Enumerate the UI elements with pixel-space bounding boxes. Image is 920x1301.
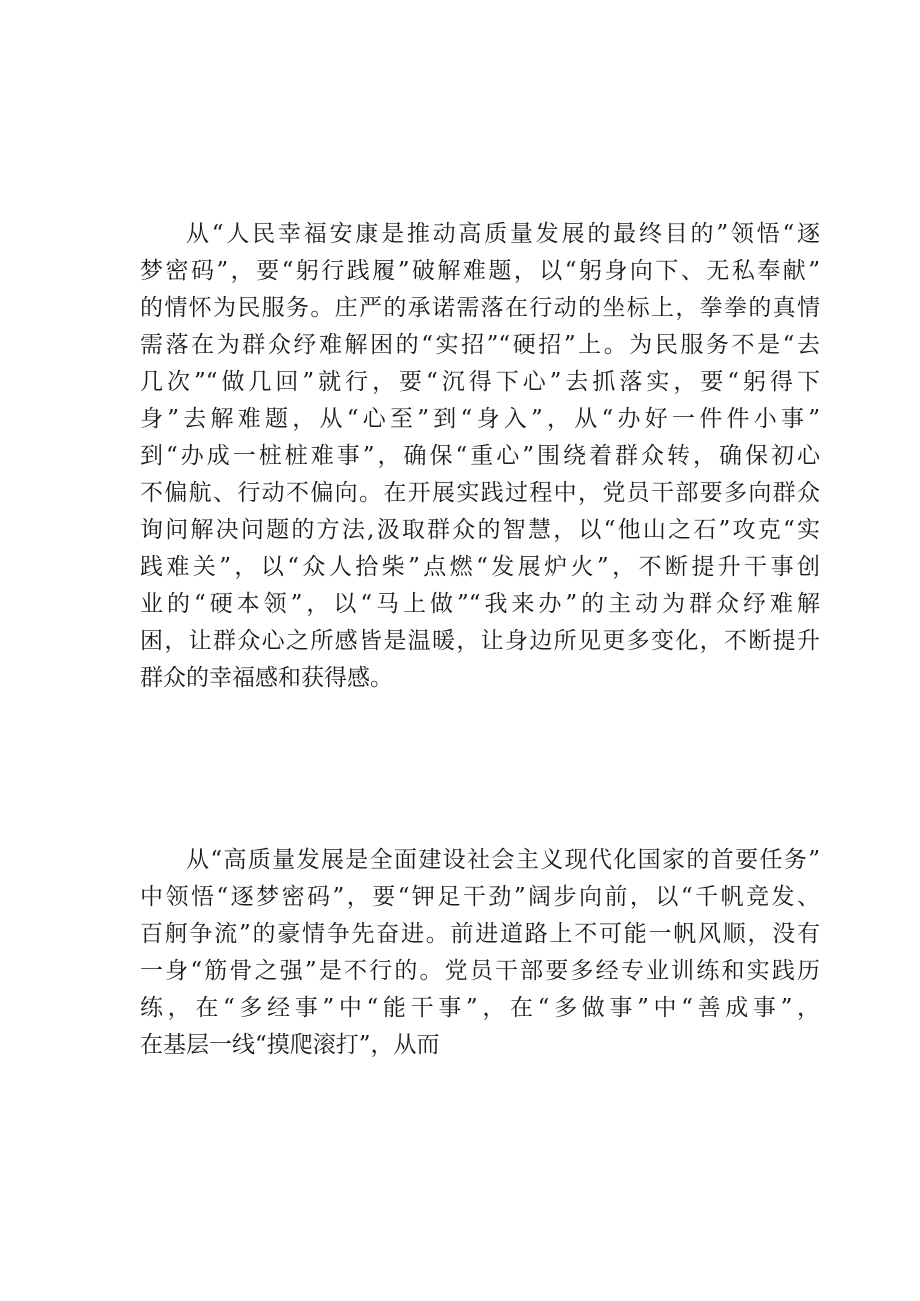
paragraph-line: 中领悟“逐梦密码”，要“钾足干劲”阔步向前，以“千帆竞发、 bbox=[140, 884, 820, 910]
paragraph-line: 困，让群众心之所感皆是温暖，让身边所见更多变化，不断提升 bbox=[140, 628, 820, 654]
paragraph-line: 询问解决问题的方法,汲取群众的智慧，以“他山之石”攻克“实 bbox=[140, 517, 820, 543]
paragraph-line: 不偏航、行动不偏向。在开展实践过程中，党员干部要多向群众 bbox=[140, 480, 820, 506]
paragraph-line: 梦密码”，要“躬行践履”破解难题，以“躬身向下、无私奉献” bbox=[140, 258, 820, 284]
paragraph-line: 的情怀为民服务。庄严的承诺需落在行动的坐标上，拳拳的真情 bbox=[140, 295, 820, 321]
paragraph-1 bbox=[140, 216, 820, 697]
paragraph-line: 需落在为群众纾难解困的“实招”“硬招”上。为民服务不是“去 bbox=[140, 332, 820, 358]
paragraph-line: 身”去解难题，从“心至”到“身入”，从“办好一件件小事” bbox=[140, 406, 820, 432]
paragraph-line: 几次”“做几回”就行，要“沉得下心”去抓落实，要“躬得下 bbox=[140, 369, 820, 395]
paragraph-2 bbox=[140, 842, 820, 1064]
paragraph-line: 践难关”，以“众人拾柴”点燃“发展炉火”，不断提升干事创 bbox=[140, 554, 820, 580]
paragraph-line: 练，在“多经事”中“能干事”，在“多做事”中“善成事”， bbox=[140, 995, 820, 1021]
paragraph-line: 群众的幸福感和获得感。 bbox=[140, 665, 393, 691]
paragraph-line: 业的“硬本领”，以“马上做”“我来办”的主动为群众纾难解 bbox=[140, 591, 820, 617]
paragraph-line: 到“办成一桩桩难事”，确保“重心”围绕着群众转，确保初心 bbox=[140, 443, 820, 469]
paragraph-line: 在基层一线“摸爬滚打”，从而 bbox=[140, 1032, 440, 1058]
paragraph-line: 百舸争流”的豪情争先奋进。前进道路上不可能一帆风顺，没有 bbox=[140, 921, 820, 947]
paragraph-line: 从“高质量发展是全面建设社会主义现代化国家的首要任务” bbox=[186, 847, 820, 873]
paragraph-line: 从“人民幸福安康是推动高质量发展的最终目的”领悟“逐 bbox=[186, 221, 820, 247]
paragraph-line: 一身“筋骨之强”是不行的。党员干部要多经专业训练和实践历 bbox=[140, 958, 820, 984]
